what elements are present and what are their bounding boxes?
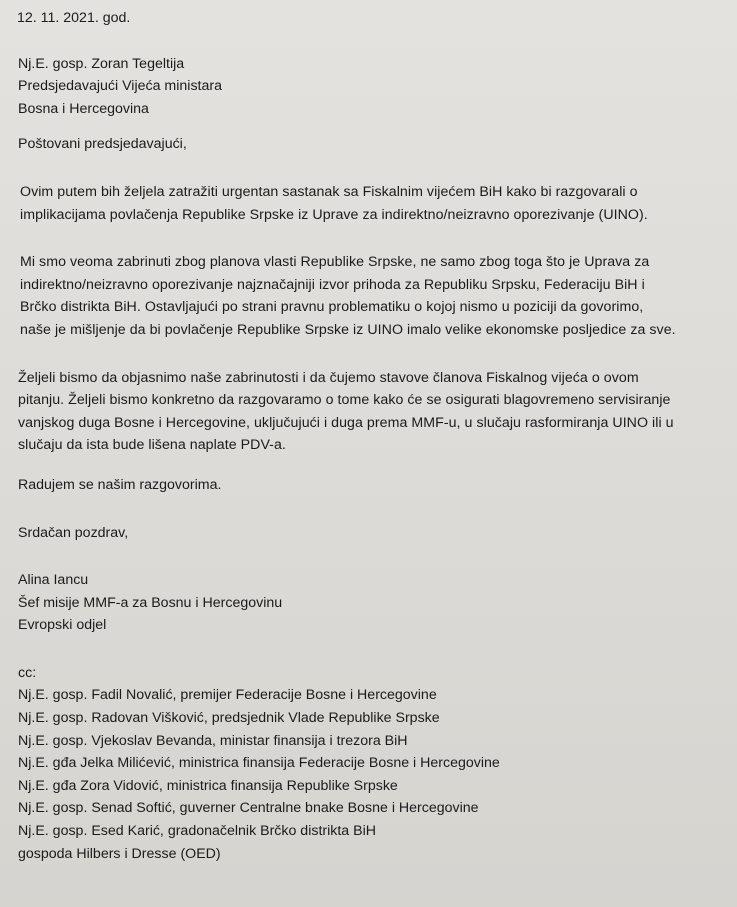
salutation: Poštovani predsjedavajući, [18, 136, 187, 153]
paragraph-line: slučaju da ista bude lišena naplate PDV-a. [18, 437, 286, 454]
paragraph-line: indirektno/neizravno oporezivanje najznačajniji izvor prihoda za Republiku Srpsku, Federaciju BiH i [20, 276, 645, 293]
cc-list [18, 684, 697, 865]
cc-item: Nj.E. gosp. Senad Softić, guverner Centralne bnake Bosne i Hercegovine [18, 800, 479, 817]
signature-line: Evropski odjel [18, 617, 107, 634]
cc-item: Nj.E. gosp. Radovan Višković, predsjednik Vlade Republike Srpske [18, 710, 440, 727]
paragraph-line: vanjskog duga Bosne i Hercegovine, uključujući i duga prema MMF-u, u slučaju rasformiranja UINO ili u [18, 414, 674, 431]
recipient-block [18, 53, 697, 121]
cc-item: Nj.E. gosp. Fadil Novalić, premijer Federacije Bosne i Hercegovine [18, 687, 437, 704]
paragraph-3 [18, 367, 697, 457]
signature-block [18, 569, 697, 637]
paragraph-line: Ovim putem bih željela zatražiti urgentan sastanak sa Fiskalnim vijećem BiH kako bi razgovarali o [20, 183, 638, 200]
signature-line: Alina Iancu [18, 572, 89, 589]
paragraph-line: Brčko distrikta BiH. Ostavljajući po strani pravnu problematiku o kojoj nismo u poziciji da govorimo, [20, 299, 644, 316]
paragraph-line: pitanju. Željeli bismo konkretno da razgovaramo o tome kako će se osigurati blagovremeno servisiranje [18, 392, 671, 409]
paragraph-line: Mi smo veoma zabrinuti zbog planova vlasti Republike Srpske, ne samo zbog toga što je Uprava za [20, 254, 650, 271]
letter-date: 12. 11. 2021. god. [17, 10, 131, 26]
recipient-line: Bosna i Hercegovina [18, 100, 149, 117]
cc-label: cc: [18, 664, 37, 681]
closing-line: Radujem se našim razgovorima. [18, 476, 222, 493]
cc-item: Nj.E. gosp. Vjekoslav Bevanda, ministar finansija i trezora BiH [18, 732, 408, 749]
cc-item: Nj.E. gđa Zora Vidović, ministrica finansija Republike Srpske [18, 777, 398, 794]
paragraph-line: Željeli bismo da objasnimo naše zabrinutosti i da čujemo stavove članova Fiskalnog vijeća o ovom [18, 369, 639, 386]
cc-item: Nj.E. gosp. Esed Karić, gradonačelnik Brčko distrikta BiH [18, 823, 376, 840]
cc-item: Nj.E. gđa Jelka Milićević, ministrica finansija Federacije Bosne i Hercegovine [18, 755, 500, 772]
paragraph-line: naše je mišljenje da bi povlačenje Republike Srpske iz UINO imalo velike ekonomske posljedice za sve. [20, 321, 676, 338]
paragraph-1 [18, 181, 697, 226]
recipient-line: Nj.E. gosp. Zoran Tegeltija [18, 55, 185, 72]
paragraph-2 [18, 251, 697, 341]
recipient-line: Predsjedavajući Vijeća ministara [18, 78, 222, 95]
cc-item: gospoda Hilbers i Dresse (OED) [18, 845, 221, 862]
signature-line: Šef misije MMF-a za Bosnu i Hercegovinu [18, 594, 283, 611]
paragraph-line: implikacijama povlačenja Republike Srpske iz Uprave za indirektno/neizravno oporezivanje (UINO). [20, 206, 648, 223]
regards: Srdačan pozdrav, [18, 524, 129, 541]
